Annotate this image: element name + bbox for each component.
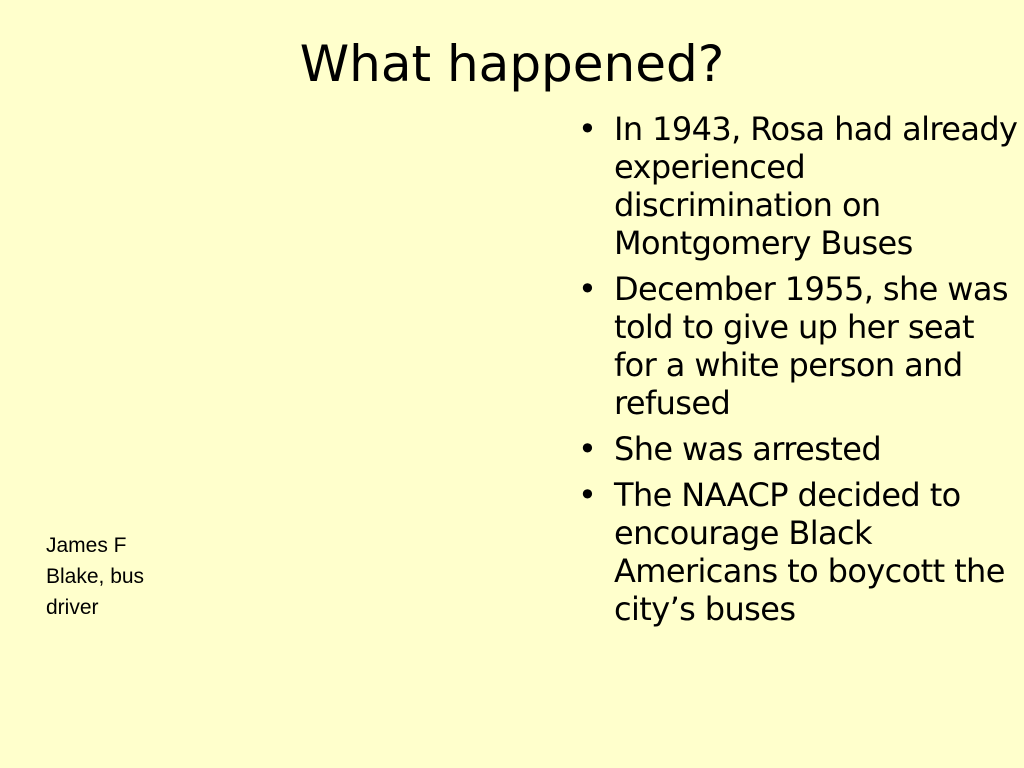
image-caption: James F Blake, bus driver — [46, 534, 145, 619]
slide-title: What happened? — [299, 35, 725, 93]
bullet-icon: • — [578, 430, 597, 468]
list-item — [578, 476, 1024, 628]
bullet-icon: • — [578, 270, 597, 308]
bullet-list — [578, 110, 1024, 636]
bullet-text: She was arrested — [614, 430, 882, 468]
bullet-icon: • — [578, 476, 597, 514]
list-item — [578, 110, 1024, 262]
bullet-icon: • — [578, 110, 597, 148]
list-item — [578, 430, 1024, 468]
bullet-text: In 1943, Rosa had already experienced discrimination on Montgomery Buses — [614, 110, 1018, 262]
bullet-text: The NAACP decided to encourage Black Americans to boycott the city’s buses — [614, 476, 1005, 628]
bullet-text: December 1955, she was told to give up her seat for a white person and refused — [614, 270, 1008, 422]
list-item — [578, 270, 1024, 422]
